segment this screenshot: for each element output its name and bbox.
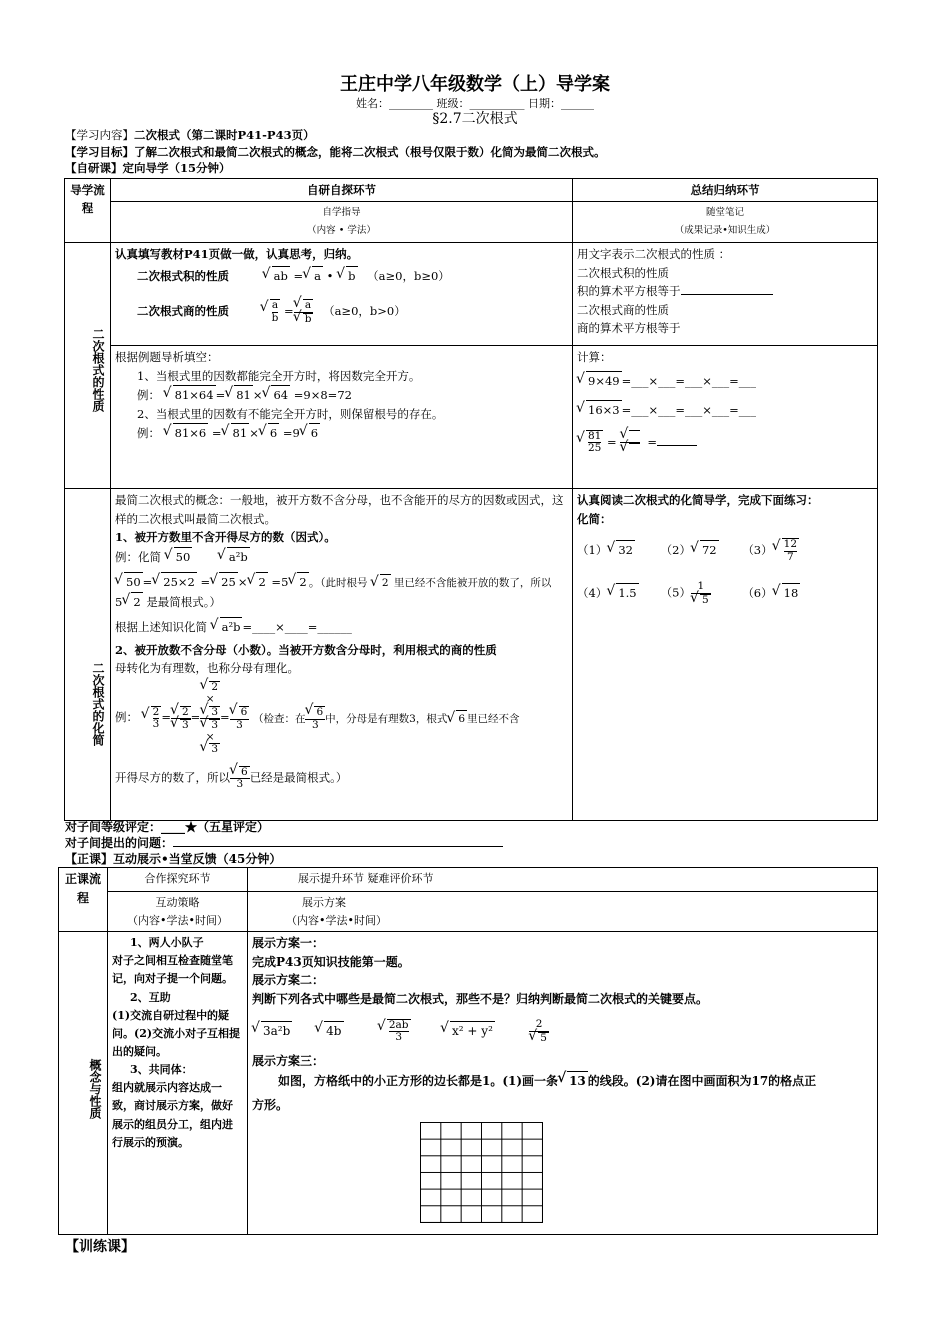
content-line: 【学习内容】二次根式（第二课时P41-P43页） <box>65 128 315 142</box>
pair-evaluation: 对子间等级评定：____★（五星评定） <box>65 820 270 834</box>
section-title: §2.7二次根式 <box>432 111 518 127</box>
col-header-display: 展示提升环节 疑难评价环节 <box>248 868 878 892</box>
self-study-table <box>64 178 878 821</box>
examples-guide: 根据例题导析填空： 1、当根式里的因数都能完全开方时，将因数完全开方。 例： √ 81×64 =√ 81 ×√ 64 =9×8=72 2、当根式里的因数有不能完全开方时，则保留根号的存在。 例： √ 81×6 =√ 81 ×√ 6 =9√ 6 <box>111 346 573 489</box>
properties-notes: 用文字表示二次根式的性质 ： 二次根式积的性质 积的算术平方根等于 二次根式商的性质 商的算术平方根等于 <box>573 243 878 346</box>
training-lesson-label: 【训练课】 <box>65 1239 135 1255</box>
col-header-cooperate: 合作探究环节 <box>108 868 248 892</box>
col-header-main-flow: 正课流程 <box>59 868 108 932</box>
name-line: 姓名：________ 班级：__________ 日期：______ <box>356 97 594 110</box>
col-header-explore: 自研自探环节 <box>111 179 573 202</box>
col-header-summary: 总结归纳环节 <box>573 179 878 202</box>
properties-guide: 认真填写教材P41页做一做，认真思考，归纳。 二次根式积的性质 √ ab =√ a • √ b （a≥0，b≥0） 二次根式商的性质 √ $\frac{a}{b}$ = √ a √ b （a≥0，b>0） <box>111 243 573 346</box>
row-label-properties: 二次根式的性质 <box>65 243 111 489</box>
pair-question: 对子间提出的问题： <box>65 834 503 851</box>
page-title: 王庄中学八年级数学（上）导学案 <box>340 74 610 95</box>
calc-notes: 计算： √ 9×49 =___×___=___×___=___ √ 16×3 =___×___=___×___=___ √ $\frac{81}{25}$ = √ √ = <box>573 346 878 489</box>
row-label-simplify: 二次根式的化简 <box>65 489 111 821</box>
self-study-line: 【自研课】定向导学（15分钟） <box>65 161 231 175</box>
sub-header-plan: 展示方案 （内容•学法•时间） <box>248 892 878 932</box>
sub-header-notes: 随堂笔记 （成果记录•知识生成） <box>573 202 878 243</box>
goal-line: 【学习目标】了解二次根式和最简二次根式的概念，能将二次根式（根号仅限于数）化简为最简二次根式。 <box>65 145 606 159</box>
strategy-cell: 1、两人小队子 对子之间相互检查随堂笔记，向对子提一个问题。 2、互助 (1)交流自研过程中的疑问。(2)交流小对子互相提出的疑问。 3、共同体： 组内就展示内容达成一致，商讨展示方案，做好展示的组员分工，组内进行展示的预演。 <box>108 932 248 1235</box>
plan-cell: 展示方案一： 完成P43页知识技能第一题。 展示方案二： 判断下列各式中哪些是最简二次根式，那些不是？归纳判断最简二次根式的关键要点。 √ 3a²b √ 4b √ $\frac{2ab}{3}$ √ x² + y² 2 √ 5 展示方案三： 如图，方格纸中的小正方形的边长都是1。(1)画一条√ 13 的线段。(2)请在图中画面积为17的格点正 方形。 <box>248 932 878 1235</box>
simplify-practice: 认真阅读二次根式的化简导学，完成下面练习： 化简： （1）√ 32 （2）√ 72 （3） √ $\frac{12}{7}$ （4）√ 1.5 （5） 1 √ 5 （6）√ 18 <box>573 489 878 821</box>
col-header-flow: 导学流程 <box>65 179 111 243</box>
main-lesson-line: 【正课】互动展示•当堂反馈（45分钟） <box>65 852 282 866</box>
simplify-guide: 最简二次根式的概念：一般地，被开方数不含分母，也不含能开的尽方的因数或因式，这样的二次根式叫最简二次根式。 1、被开方数里不含开得尽方的数（因式）。 例：化简 √ 50 √ a²b √ 50 =√ 25×2 =√ 25 ×√ 2 =5√ 2 。（此时根号 √ 2 里已经不含能被开放的数了，所以 5√ 2 是最简根式。） 根据上述知识化简 √ a²b =____×____=______ 2、被开放数不含分母（小数）。当被开方数含分母时，利用根式的商的性质 母转化为有理数，也称分母有理化。 例： √ $\frac{2}{3}$ = √ 2 √ 3 = √ 2 × √ 3 √ 3 × √ 3 = √ $\frac{6}{3}$ （检查：在 √ $\frac{6}{3}$ 中，分母是有理数3，根式√ 6 里已经不含 开得尽方的数了，所以 √ $\frac{6}{3}$ 已经是最简根式。） <box>111 489 573 821</box>
sub-header-strategy: 互动策略 （内容•学法•时间） <box>108 892 248 932</box>
sub-header-guide: 自学指导 （内容 • 学法） <box>111 202 573 243</box>
grid-paper <box>420 1122 543 1223</box>
row-label-concept: 概念与性质 <box>59 932 108 1235</box>
